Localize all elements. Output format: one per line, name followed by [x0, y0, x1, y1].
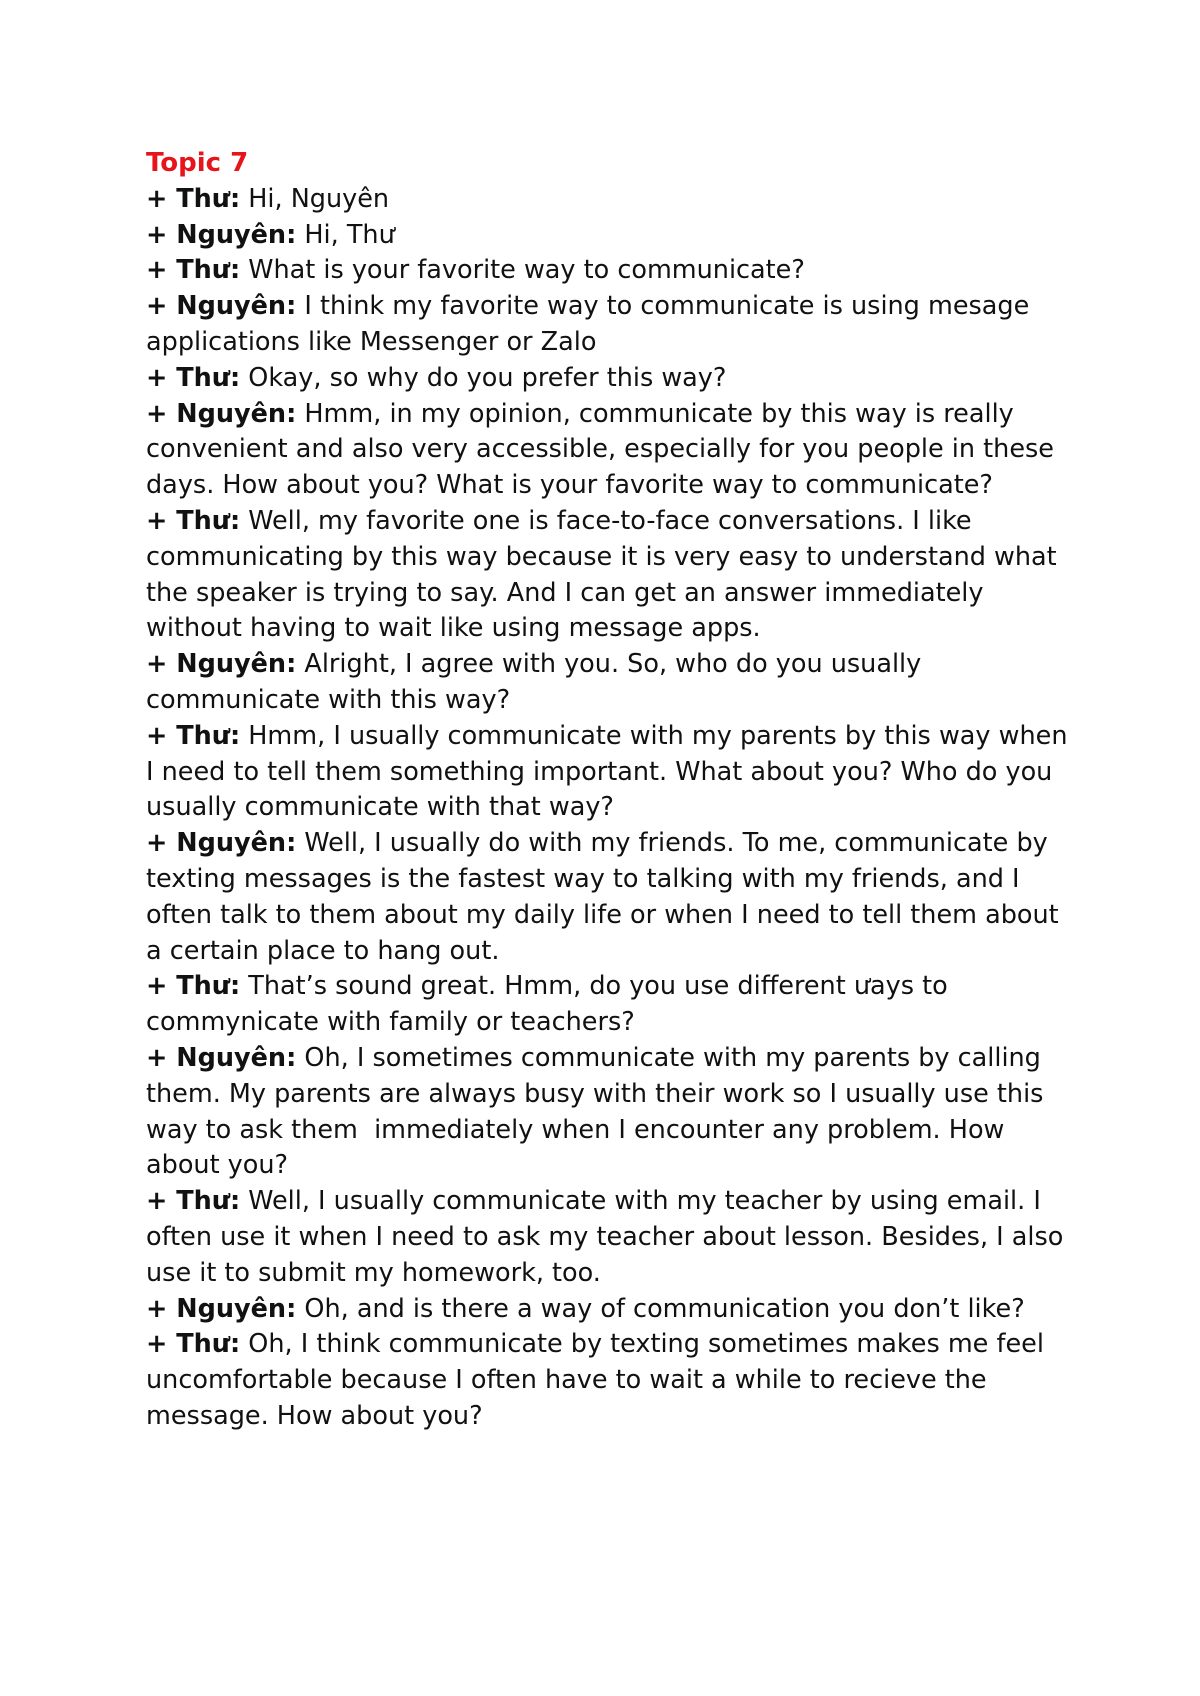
dialogue-line: [146, 1327, 1076, 1434]
line-text: That’s sound great. Hmm, do you use different ưays to commynicate with family or teachers?: [146, 971, 956, 1038]
speaker-name: Nguyên:: [176, 828, 297, 859]
dialogue-line: [146, 218, 1076, 254]
line-prefix: +: [146, 398, 177, 429]
line-text: Well, I usually communicate with my teacher by using email. I often use it when I need to ask my teacher about lesson. Besides, I also use it to submit my homework, too.: [146, 1186, 1072, 1288]
speaker-name: Nguyên:: [176, 291, 297, 322]
dialogue-line: [146, 969, 1076, 1041]
line-text: Alright, I agree with you. So, who do you usually communicate with this way?: [146, 649, 930, 715]
line-text: I think my favorite way to communicate is using mesage applications like Messenger or Zalo: [146, 291, 1038, 357]
speaker-name: Thư:: [176, 255, 241, 286]
line-prefix: +: [146, 1293, 177, 1324]
speaker-name: Thư:: [176, 1329, 241, 1360]
speaker-name: Nguyên:: [176, 398, 297, 429]
line-prefix: +: [146, 255, 177, 286]
line-prefix: +: [146, 1042, 177, 1073]
dialogue-line: [146, 1184, 1076, 1291]
line-prefix: +: [146, 649, 177, 680]
dialogue-line: [146, 182, 1076, 218]
line-prefix: +: [146, 1186, 177, 1217]
line-prefix: +: [146, 219, 177, 250]
dialogue-line: [146, 253, 1076, 289]
line-prefix: +: [146, 362, 177, 393]
line-text: Hi, Thư: [296, 219, 395, 250]
speaker-name: Thư:: [176, 183, 241, 214]
speaker-name: Thư:: [176, 362, 241, 393]
speaker-name: Thư:: [176, 720, 241, 751]
speaker-name: Nguyên:: [176, 1042, 297, 1073]
line-prefix: +: [146, 720, 177, 751]
line-prefix: +: [146, 505, 177, 536]
dialogue-line: [146, 1292, 1076, 1328]
line-text: Well, I usually do with my friends. To me, communicate by texting messages is the fastest way to talking with my friends, and I often talk to them about my daily life or when I need to tell them about a certain place to hang out.: [146, 828, 1067, 966]
line-prefix: +: [146, 291, 177, 322]
line-prefix: +: [146, 1329, 177, 1360]
line-prefix: +: [146, 183, 177, 214]
dialogue-line: [146, 719, 1076, 826]
document-body: [146, 146, 1076, 1435]
topic-title: Topic 7: [146, 148, 249, 178]
dialogue-line: [146, 504, 1076, 647]
line-text: Hi, Nguyên: [240, 183, 390, 214]
speaker-name: Nguyên:: [176, 219, 297, 250]
speaker-name: Thư:: [176, 1186, 241, 1217]
line-prefix: +: [146, 828, 177, 859]
line-text: Okay, so why do you prefer this way?: [240, 362, 727, 393]
dialogue: [146, 182, 1076, 1435]
speaker-name: Nguyên:: [176, 1293, 297, 1324]
line-text: What is your favorite way to communicate?: [240, 255, 805, 286]
line-text: Oh, I think communicate by texting sometimes makes me feel uncomfortable because I often have to wait a while to recieve the message. How about you?: [146, 1329, 1053, 1431]
line-text: Oh, and is there a way of communication you don’t like?: [296, 1293, 1025, 1324]
dialogue-line: [146, 1041, 1076, 1184]
speaker-name: Thư:: [176, 971, 241, 1002]
dialogue-line: [146, 289, 1076, 361]
line-text: Oh, I sometimes communicate with my parents by calling them. My parents are always busy with their work so I usually use this way to ask them immediately when I encounter any problem. How about you?: [146, 1042, 1052, 1181]
line-prefix: +: [146, 971, 177, 1002]
line-text: Hmm, I usually communicate with my parents by this way when I need to tell them something important. What about you? Who do you usually communicate with that way?: [146, 720, 1076, 823]
speaker-name: Thư:: [176, 505, 241, 536]
dialogue-line: [146, 647, 1076, 719]
dialogue-line: [146, 397, 1076, 504]
line-text: Hmm, in my opinion, communicate by this way is really convenient and also very accessible, especially for you people in these days. How about you? What is your favorite way to communicate?: [146, 398, 1063, 501]
line-text: Well, my favorite one is face-to-face conversations. I like communicating by this way because it is very easy to understand what the speaker is trying to say. And I can get an answer immediately without having to wait like using message apps.: [146, 505, 1065, 644]
speaker-name: Nguyên:: [176, 649, 297, 680]
dialogue-line: [146, 361, 1076, 397]
dialogue-line: [146, 826, 1076, 969]
